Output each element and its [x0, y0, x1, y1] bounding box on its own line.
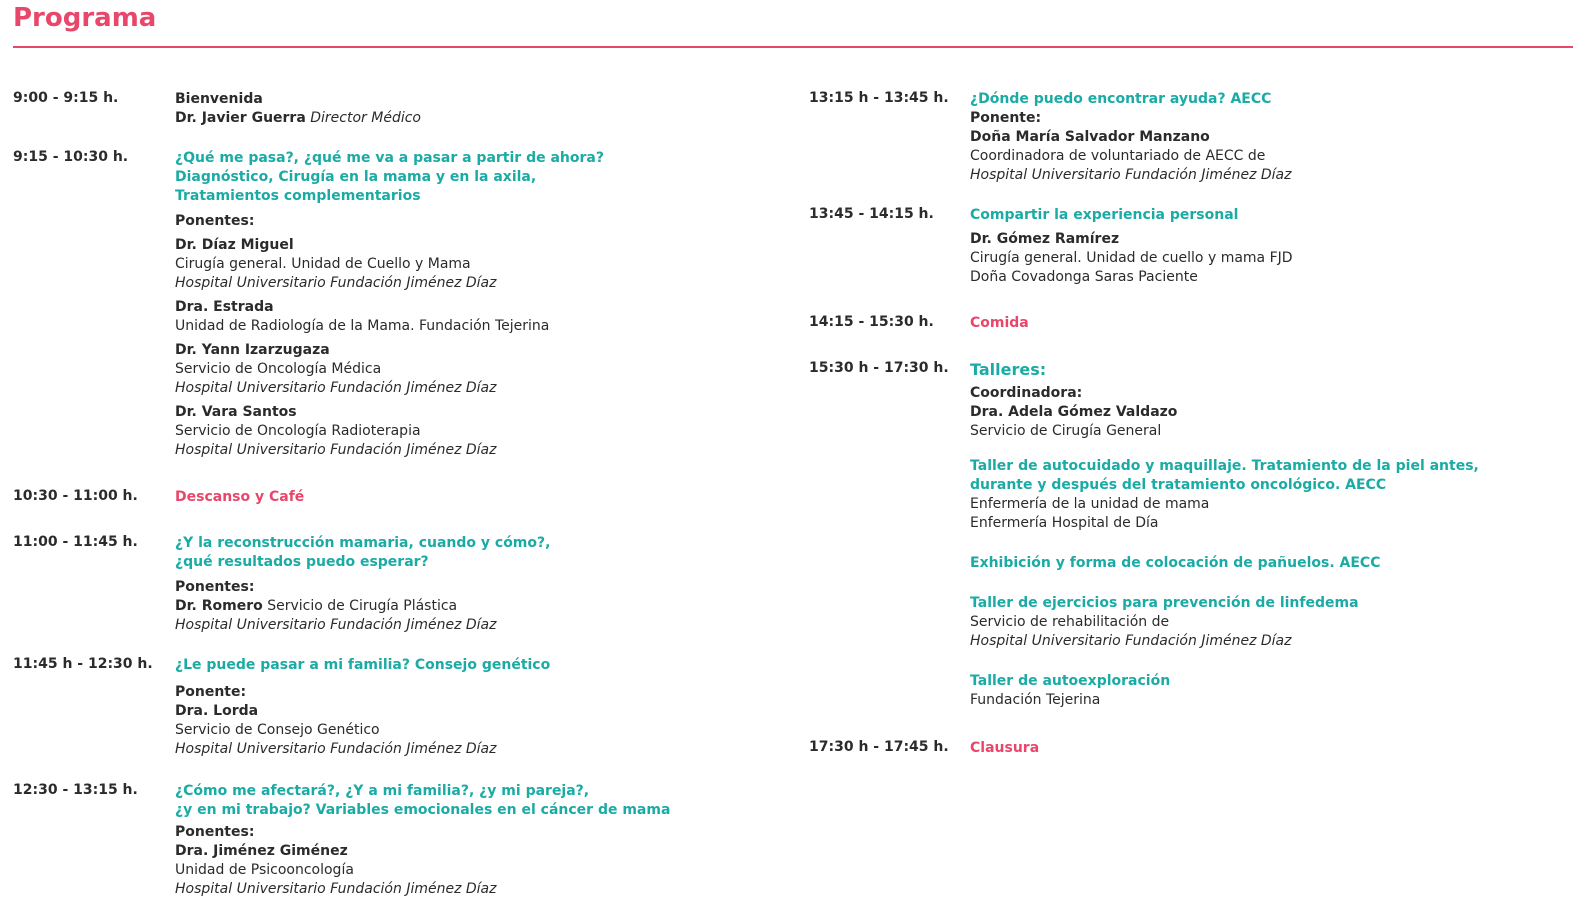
speaker-hospital: Hospital Universitario Fundación Jiménez Díaz	[175, 275, 497, 291]
workshop-title-line: Exhibición y forma de colocación de pañuelos. AECC	[970, 555, 1381, 571]
agenda-title-line: ¿qué resultados puedo esperar?	[175, 554, 429, 570]
workshop	[970, 457, 1570, 533]
speaker-name: Dr. Gómez Ramírez	[970, 231, 1120, 247]
agenda-time: 10:30 - 11:00 h.	[13, 488, 138, 504]
speaker-extra: Doña Covadonga Saras Paciente	[970, 269, 1198, 285]
speaker-name: Doña María Salvador Manzano	[970, 129, 1210, 145]
workshop-title-line: Taller de autoexploración	[970, 673, 1171, 689]
workshop-line: Enfermería de la unidad de mama	[970, 496, 1210, 512]
agenda-title-line: Tratamientos complementarios	[175, 188, 421, 204]
speaker-hospital: Hospital Universitario Fundación Jiménez Díaz	[175, 617, 497, 633]
speaker-role: Servicio de Oncología Médica	[175, 361, 382, 377]
speaker-role: Coordinadora de voluntariado de AECC de	[970, 148, 1266, 164]
agenda-time: 9:00 - 9:15 h.	[13, 90, 119, 106]
agenda-time: 11:45 h - 12:30 h.	[13, 656, 153, 672]
agenda-time: 11:00 - 11:45 h.	[13, 534, 138, 550]
speaker-role: Servicio de Oncología Radioterapia	[175, 423, 421, 439]
workshop-title-line: Taller de autocuidado y maquillaje. Tratamiento de la piel antes,	[970, 458, 1479, 474]
speakers-label: Ponentes:	[175, 824, 255, 840]
workshop-title-line: durante y después del tratamiento oncológico. AECC	[970, 477, 1387, 493]
speaker-role: Unidad de Psicooncología	[175, 862, 354, 878]
speakers-label: Ponente:	[175, 684, 247, 700]
speaker-hospital: Hospital Universitario Fundación Jiménez Díaz	[175, 442, 497, 458]
speakers-label: Ponentes:	[175, 213, 255, 229]
speaker-name: Dr. Yann Izarzugaza	[175, 342, 330, 358]
workshop-line: Enfermería Hospital de Día	[970, 515, 1159, 531]
agenda-title: Talleres:	[970, 360, 1047, 379]
agenda-title-line: Diagnóstico, Cirugía en la mama y en la axila,	[175, 169, 537, 185]
agenda-time: 17:30 h - 17:45 h.	[809, 739, 949, 755]
agenda-title: Compartir la experiencia personal	[970, 207, 1239, 223]
workshop	[970, 554, 1570, 573]
speaker-role: Director Médico	[310, 110, 421, 126]
agenda-time: 13:15 h - 13:45 h.	[809, 90, 949, 106]
workshop	[970, 594, 1570, 651]
speaker-role: Cirugía general. Unidad de Cuello y Mama	[175, 256, 471, 272]
speaker-hospital: Hospital Universitario Fundación Jiménez Díaz	[970, 167, 1292, 183]
speaker-name: Dra. Lorda	[175, 703, 259, 719]
agenda-title: Comida	[970, 315, 1029, 331]
agenda-title: ¿Le puede pasar a mi familia? Consejo genético	[175, 657, 551, 673]
agenda-title-line: ¿Cómo me afectará?, ¿Y a mi familia?, ¿y mi pareja?,	[175, 783, 590, 799]
agenda-time: 9:15 - 10:30 h.	[13, 149, 129, 165]
speaker-name: Dra. Adela Gómez Valdazo	[970, 404, 1178, 420]
coordinator-label: Coordinadora:	[970, 385, 1083, 401]
workshop-hospital: Hospital Universitario Fundación Jiménez Díaz	[970, 633, 1292, 649]
agenda-title: ¿Dónde puedo encontrar ayuda? AECC	[970, 91, 1272, 107]
speaker-name: Dra. Estrada	[175, 299, 274, 315]
speaker-name: Dr. Javier Guerra	[175, 110, 306, 126]
speaker-hospital: Hospital Universitario Fundación Jiménez Díaz	[175, 881, 497, 897]
speaker-role: Servicio de Consejo Genético	[175, 722, 380, 738]
agenda-title-line: ¿Qué me pasa?, ¿qué me va a pasar a partir de ahora?	[175, 150, 604, 166]
agenda-time: 14:15 - 15:30 h.	[809, 314, 934, 330]
speaker-name: Dra. Jiménez Giménez	[175, 843, 348, 859]
speaker-role: Servicio de Cirugía Plástica	[267, 598, 458, 614]
workshop-title-line: Taller de ejercicios para prevención de linfedema	[970, 595, 1359, 611]
agenda-time: 13:45 - 14:15 h.	[809, 206, 934, 222]
speaker-hospital: Hospital Universitario Fundación Jiménez Díaz	[175, 741, 497, 757]
speaker-role: Servicio de Cirugía General	[970, 423, 1162, 439]
workshop	[970, 672, 1570, 710]
speaker-hospital: Hospital Universitario Fundación Jiménez Díaz	[175, 380, 497, 396]
agenda-time: 15:30 h - 17:30 h.	[809, 360, 949, 376]
agenda-time: 12:30 - 13:15 h.	[13, 782, 138, 798]
speakers-label: Ponente:	[970, 110, 1042, 126]
agenda-title: Descanso y Café	[175, 489, 305, 505]
workshop-line: Fundación Tejerina	[970, 692, 1101, 708]
agenda-title-line: ¿y en mi trabajo? Variables emocionales en el cáncer de mama	[175, 802, 671, 818]
workshop-line: Servicio de rehabilitación de	[970, 614, 1170, 630]
speaker-role: Cirugía general. Unidad de cuello y mama FJD	[970, 250, 1293, 266]
speaker-name: Dr. Díaz Miguel	[175, 237, 294, 253]
agenda-title: Bienvenida	[175, 91, 263, 107]
speaker-name: Dr. Romero	[175, 598, 263, 614]
agenda-title-line: ¿Y la reconstrucción mamaria, cuando y cómo?,	[175, 535, 551, 551]
title-divider	[13, 46, 1573, 48]
speakers-label: Ponentes:	[175, 579, 255, 595]
agenda-title: Clausura	[970, 740, 1040, 756]
speaker-role: Unidad de Radiología de la Mama. Fundación Tejerina	[175, 318, 550, 334]
page-title: Programa	[13, 3, 157, 33]
speaker-name: Dr. Vara Santos	[175, 404, 297, 420]
